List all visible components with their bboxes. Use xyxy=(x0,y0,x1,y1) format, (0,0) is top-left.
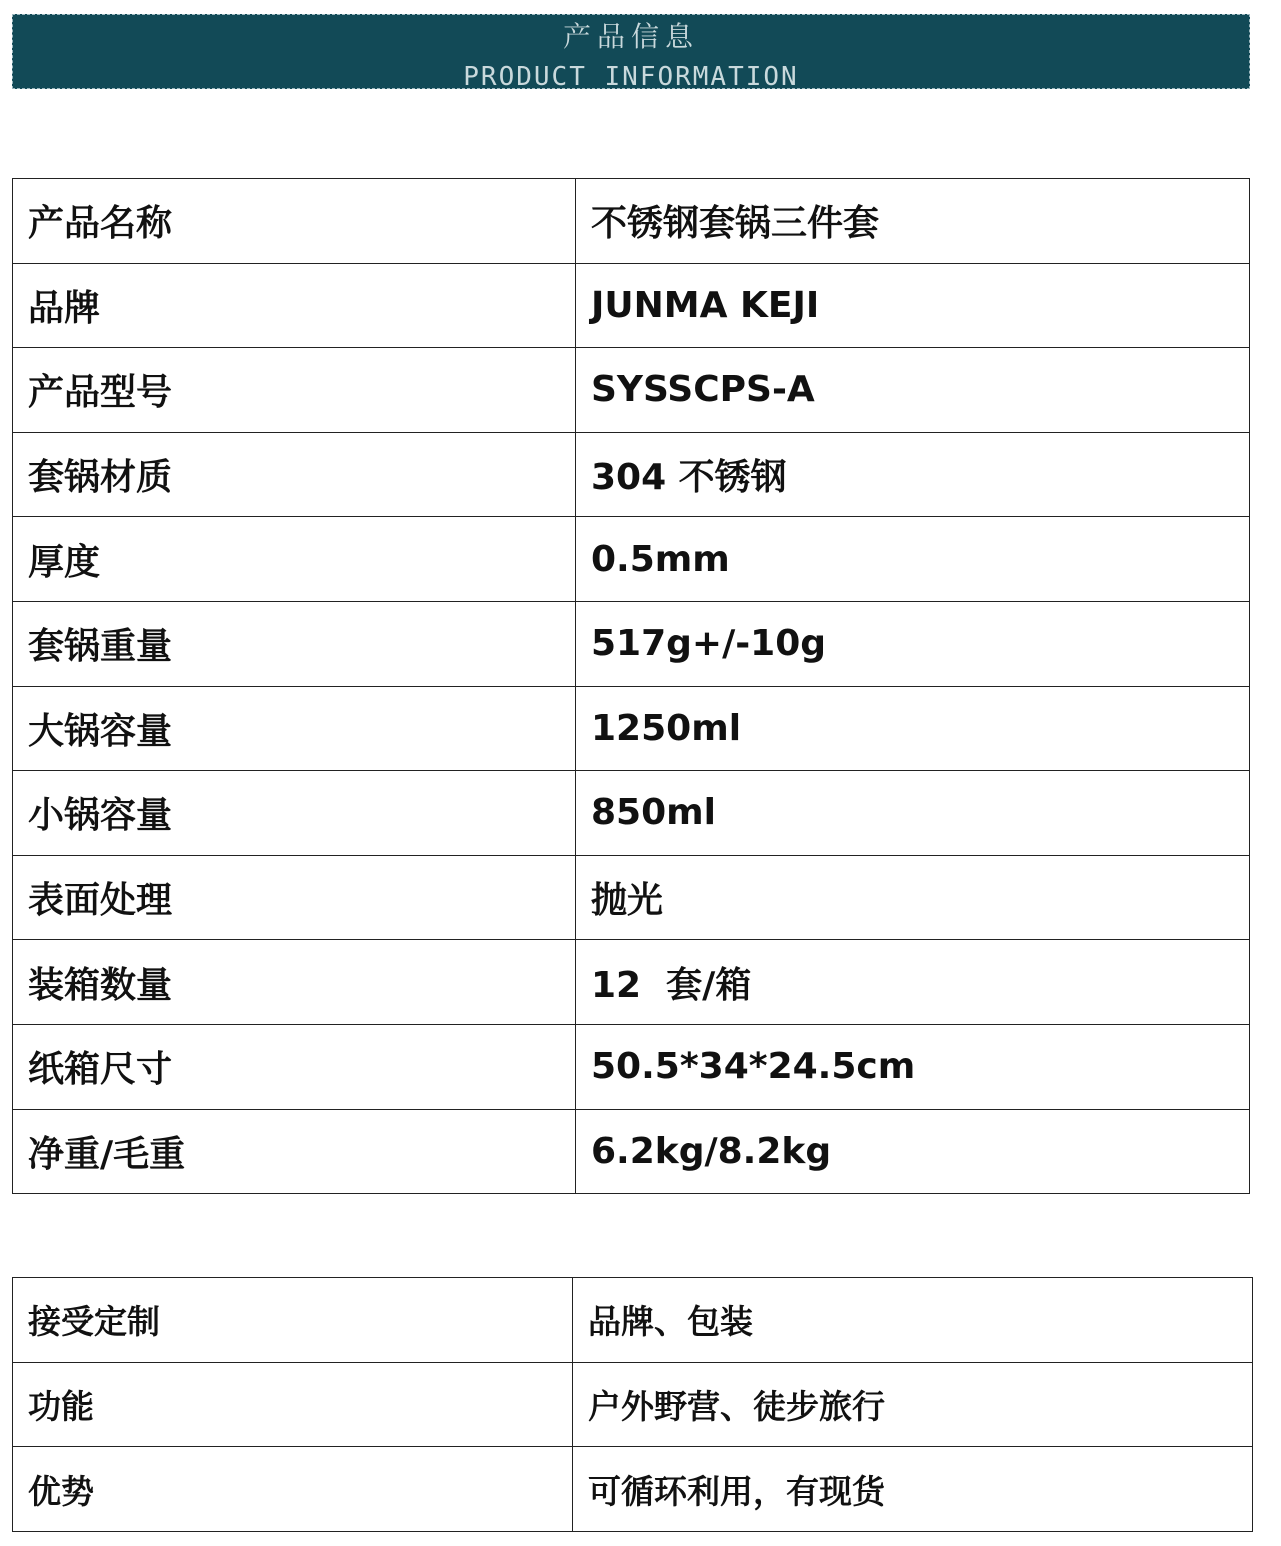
spec-value: 12 套/箱 xyxy=(576,940,1250,1025)
spec-label: 套锅材质 xyxy=(13,432,576,517)
spec-value: 304 不锈钢 xyxy=(576,432,1250,517)
spec-label: 套锅重量 xyxy=(13,601,576,686)
extra-value: 品牌、包装 xyxy=(573,1278,1253,1363)
spec-value: 0.5mm xyxy=(576,517,1250,602)
extra-value: 可循环利用，有现货 xyxy=(573,1447,1253,1532)
spec-label: 表面处理 xyxy=(13,855,576,940)
extra-label: 功能 xyxy=(13,1362,573,1447)
spec-value: 抛光 xyxy=(576,855,1250,940)
extra-value: 户外野营、徒步旅行 xyxy=(573,1362,1253,1447)
spec-label: 厚度 xyxy=(13,517,576,602)
spec-value: 517g+/-10g xyxy=(576,601,1250,686)
section-title-cn: 产品信息 xyxy=(562,20,699,53)
spec-label: 小锅容量 xyxy=(13,771,576,856)
section-title-en: PRODUCT INFORMATION xyxy=(463,62,799,92)
table-row xyxy=(13,1024,1250,1109)
table-row xyxy=(13,601,1250,686)
spec-table xyxy=(12,178,1250,1194)
spec-label: 净重/毛重 xyxy=(13,1109,576,1194)
extra-label: 优势 xyxy=(13,1447,573,1532)
table-row xyxy=(13,940,1250,1025)
spec-value: SYSSCPS-A xyxy=(576,348,1250,433)
table-row xyxy=(13,348,1250,433)
table-row xyxy=(13,855,1250,940)
extra-info-table xyxy=(12,1277,1253,1532)
spec-value: 不锈钢套锅三件套 xyxy=(576,179,1250,264)
spec-value: 50.5*34*24.5cm xyxy=(576,1024,1250,1109)
table-row xyxy=(13,179,1250,264)
table-row xyxy=(13,1362,1253,1447)
extra-label: 接受定制 xyxy=(13,1278,573,1363)
section-header-banner xyxy=(12,14,1250,92)
table-row xyxy=(13,1278,1253,1363)
table-row xyxy=(13,263,1250,348)
table-row xyxy=(13,1109,1250,1194)
spec-label: 产品型号 xyxy=(13,348,576,433)
spec-value: 1250ml xyxy=(576,686,1250,771)
spec-value: 850ml xyxy=(576,771,1250,856)
table-row xyxy=(13,517,1250,602)
spec-label: 纸箱尺寸 xyxy=(13,1024,576,1109)
spec-value: JUNMA KEJI xyxy=(576,263,1250,348)
table-row xyxy=(13,686,1250,771)
spec-label: 装箱数量 xyxy=(13,940,576,1025)
table-row xyxy=(13,771,1250,856)
spec-label: 品牌 xyxy=(13,263,576,348)
table-row xyxy=(13,432,1250,517)
spec-label: 产品名称 xyxy=(13,179,576,264)
spec-value: 6.2kg/8.2kg xyxy=(576,1109,1250,1194)
spec-label: 大锅容量 xyxy=(13,686,576,771)
table-row xyxy=(13,1447,1253,1532)
